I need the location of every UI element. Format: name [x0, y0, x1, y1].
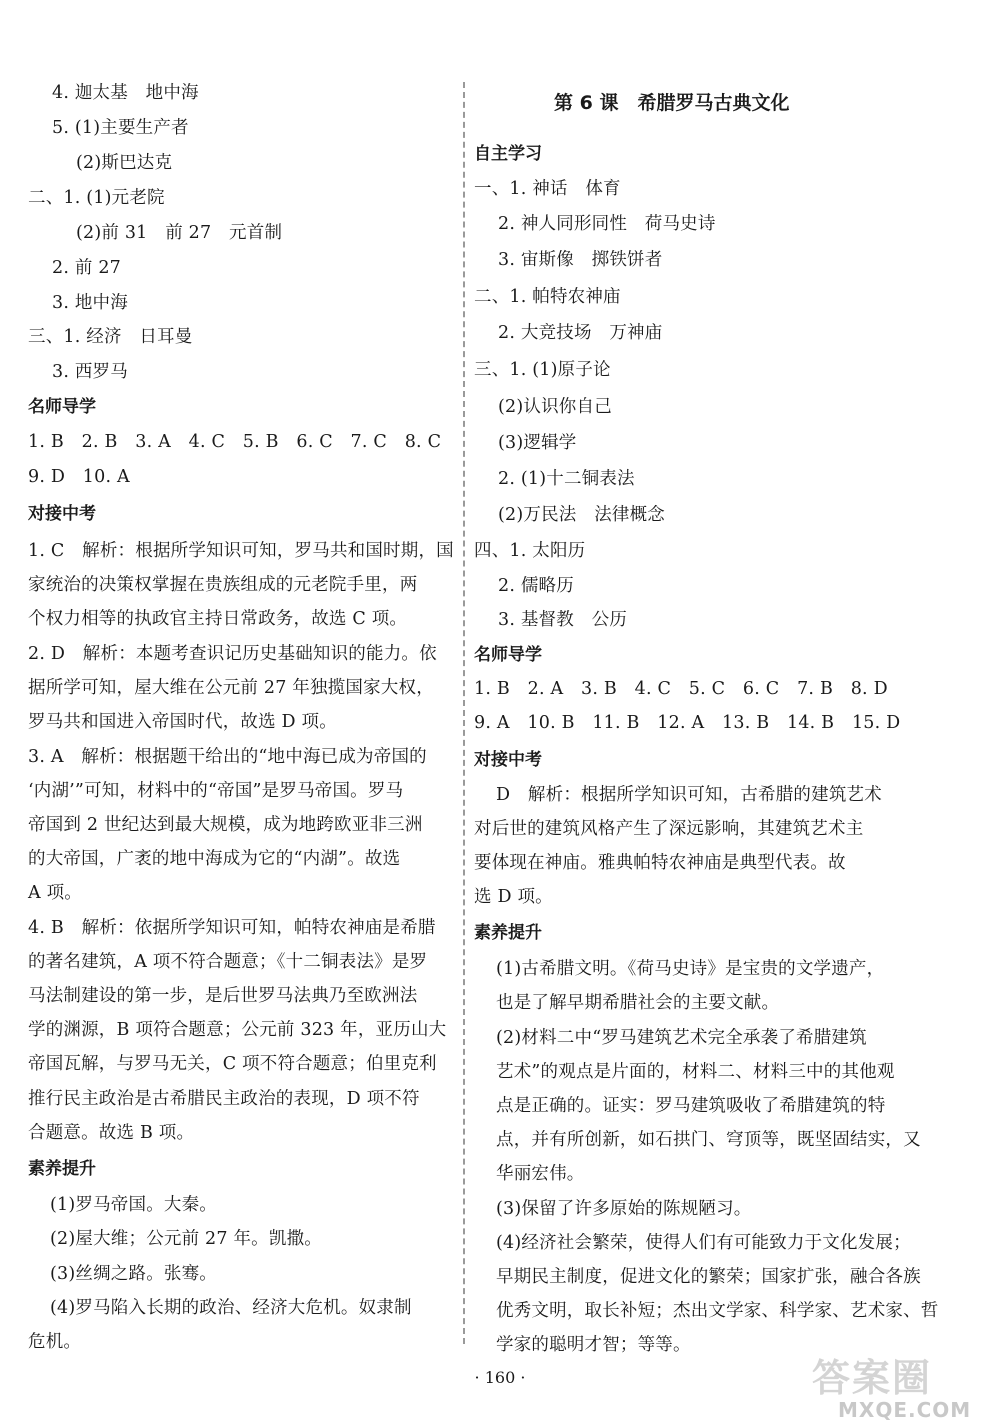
- answer-line: (2)前 31 前 27 元首制: [76, 223, 283, 243]
- answer-line: 马法制建设的第一步，是后世罗马法典乃至欧洲法: [28, 986, 418, 1006]
- answer-line: 早期民主制度，促进文化的繁荣；国家扩张，融合各族: [496, 1267, 921, 1287]
- answer-line: (1)罗马帝国。大秦。: [50, 1195, 217, 1215]
- answer-line: (1)古希腊文明。《荷马史诗》是宝贵的文学遗产，: [496, 959, 885, 979]
- answer-line: (4)罗马陷入长期的政治、经济大危机。奴隶制: [50, 1298, 412, 1318]
- answer-line: 个权力相等的执政官主持日常政务，故选 C 项。: [28, 609, 408, 629]
- section-heading: 素养提升: [28, 1159, 96, 1179]
- answer-line: 2. (1)十二铜表法: [498, 469, 635, 489]
- answer-line: 3. A 解析：根据题干给出的“地中海已成为帝国的: [28, 747, 427, 767]
- answer-line: 2. 神人同形同性 荷马史诗: [498, 214, 716, 234]
- answer-line: 学家的聪明才智；等等。: [496, 1335, 691, 1355]
- answer-line: (2)认识你自己: [498, 397, 612, 417]
- answer-line: ‘内湖’”可知，材料中的“帝国”是罗马帝国。罗马: [28, 781, 404, 801]
- answer-line: 二、1. 帕特农神庙: [474, 287, 621, 307]
- watermark-text: MXQE.COM: [838, 1398, 972, 1422]
- answer-line: 要体现在神庙。雅典帕特农神庙是典型代表。故: [474, 853, 846, 873]
- answer-line: 2. 儒略历: [498, 576, 574, 596]
- answer-line: 华丽宏伟。: [496, 1164, 585, 1184]
- column-divider: [463, 82, 465, 1344]
- watermark-mark: 答案圈: [812, 1356, 933, 1400]
- answer-line: 3. 西罗马: [52, 362, 128, 382]
- answer-line: (2)斯巴达克: [76, 153, 173, 173]
- section-heading: 对接中考: [474, 750, 542, 770]
- answer-line: (4)经济社会繁荣，使得人们有可能致力于文化发展；: [496, 1233, 911, 1253]
- answer-line: A 项。: [28, 883, 83, 903]
- answer-line: D 解析：根据所学知识可知，古希腊的建筑艺术: [496, 785, 882, 805]
- section-heading: 名师导学: [28, 397, 96, 417]
- answer-line: 4. B 解析：依据所学知识可知，帕特农神庙是希腊: [28, 918, 436, 938]
- answer-line: 三、1. (1)原子论: [474, 360, 611, 380]
- answer-line: 帝国到 2 世纪达到最大规模，成为地跨欧亚非三洲: [28, 815, 423, 835]
- answer-line: 四、1. 太阳历: [474, 541, 586, 561]
- section-heading: 名师导学: [474, 645, 542, 665]
- answer-line: 的大帝国，广袤的地中海成为它的“内湖”。故选: [28, 849, 401, 869]
- answer-line: 选 D 项。: [474, 887, 553, 907]
- answer-line: 二、1. (1)元老院: [28, 188, 165, 208]
- answer-line: 2. 大竞技场 万神庙: [498, 323, 663, 343]
- answer-line: 推行民主政治是古希腊民主政治的表现，D 项不符: [28, 1089, 420, 1109]
- answer-line: (2)材料二中“罗马建筑艺术完全承袭了希腊建筑: [496, 1028, 867, 1048]
- answer-line: (2)万民法 法律概念: [498, 505, 665, 525]
- answer-line: 三、1. 经济 日耳曼: [28, 327, 193, 347]
- answer-line: 3. 地中海: [52, 293, 128, 313]
- answer-line: 9. D 10. A: [28, 467, 130, 487]
- answer-line: 家统治的决策权掌握在贵族组成的元老院手里，两: [28, 575, 418, 595]
- answer-line: (2)屋大维；公元前 27 年。凯撒。: [50, 1229, 322, 1249]
- section-heading: 自主学习: [474, 144, 542, 164]
- answer-line: 艺术”的观点是片面的，材料二、材料三中的其他观: [496, 1062, 895, 1082]
- answer-line: 3. 基督教 公历: [498, 610, 628, 630]
- answer-line: 罗马共和国进入帝国时代，故选 D 项。: [28, 712, 337, 732]
- answer-line: 对后世的建筑风格产生了深远影响，其建筑艺术主: [474, 819, 864, 839]
- lesson-title: 第 6 课 希腊罗马古典文化: [554, 92, 790, 114]
- answer-line: 学的渊源，B 项符合题意；公元前 323 年，亚历山大: [28, 1020, 447, 1040]
- answer-line: 点是正确的。证实：罗马建筑吸收了希腊建筑的特: [496, 1096, 886, 1116]
- page-number: · 160 ·: [474, 1368, 526, 1387]
- answer-line: 4. 迦太基 地中海: [52, 83, 199, 103]
- answer-line: 点，并有所创新，如石拱门、穹顶等，既坚固结实，又: [496, 1130, 921, 1150]
- answer-line: 一、1. 神话 体育: [474, 179, 621, 199]
- answer-line: (3)保留了许多原始的陈规陋习。: [496, 1199, 752, 1219]
- answer-line: 危机。: [28, 1332, 82, 1352]
- answer-line: 1. B 2. A 3. B 4. C 5. C 6. C 7. B 8. D: [474, 679, 888, 699]
- answer-line: 据所学可知，屋大维在公元前 27 年独揽国家大权，: [28, 678, 434, 698]
- answer-line: 合题意。故选 B 项。: [28, 1123, 195, 1143]
- answer-line: 优秀文明，取长补短；杰出文学家、科学家、艺术家、哲: [496, 1301, 939, 1321]
- answer-line: 1. B 2. B 3. A 4. C 5. B 6. C 7. C 8. C: [28, 432, 442, 452]
- answer-line: 帝国瓦解，与罗马无关，C 项不符合题意；伯里克利: [28, 1054, 437, 1074]
- answer-line: 2. D 解析：本题考查识记历史基础知识的能力。依: [28, 644, 437, 664]
- answer-line: (3)丝绸之路。张骞。: [50, 1264, 217, 1284]
- answer-line: 5. (1)主要生产者: [52, 118, 189, 138]
- answer-line: 3. 宙斯像 掷铁饼者: [498, 250, 663, 270]
- answer-line: 2. 前 27: [52, 258, 121, 278]
- answer-line: 9. A 10. B 11. B 12. A 13. B 14. B 15. D: [474, 713, 901, 733]
- section-heading: 素养提升: [474, 923, 542, 943]
- answer-line: 也是了解早期希腊社会的主要文献。: [496, 993, 780, 1013]
- section-heading: 对接中考: [28, 504, 96, 524]
- answer-line: (3)逻辑学: [498, 433, 577, 453]
- watermark-logo: [808, 1356, 996, 1422]
- answer-line: 1. C 解析：根据所学知识可知，罗马共和国时期，国: [28, 541, 454, 561]
- answer-line: 的著名建筑，A 项不符合题意；《十二铜表法》是罗: [28, 952, 428, 972]
